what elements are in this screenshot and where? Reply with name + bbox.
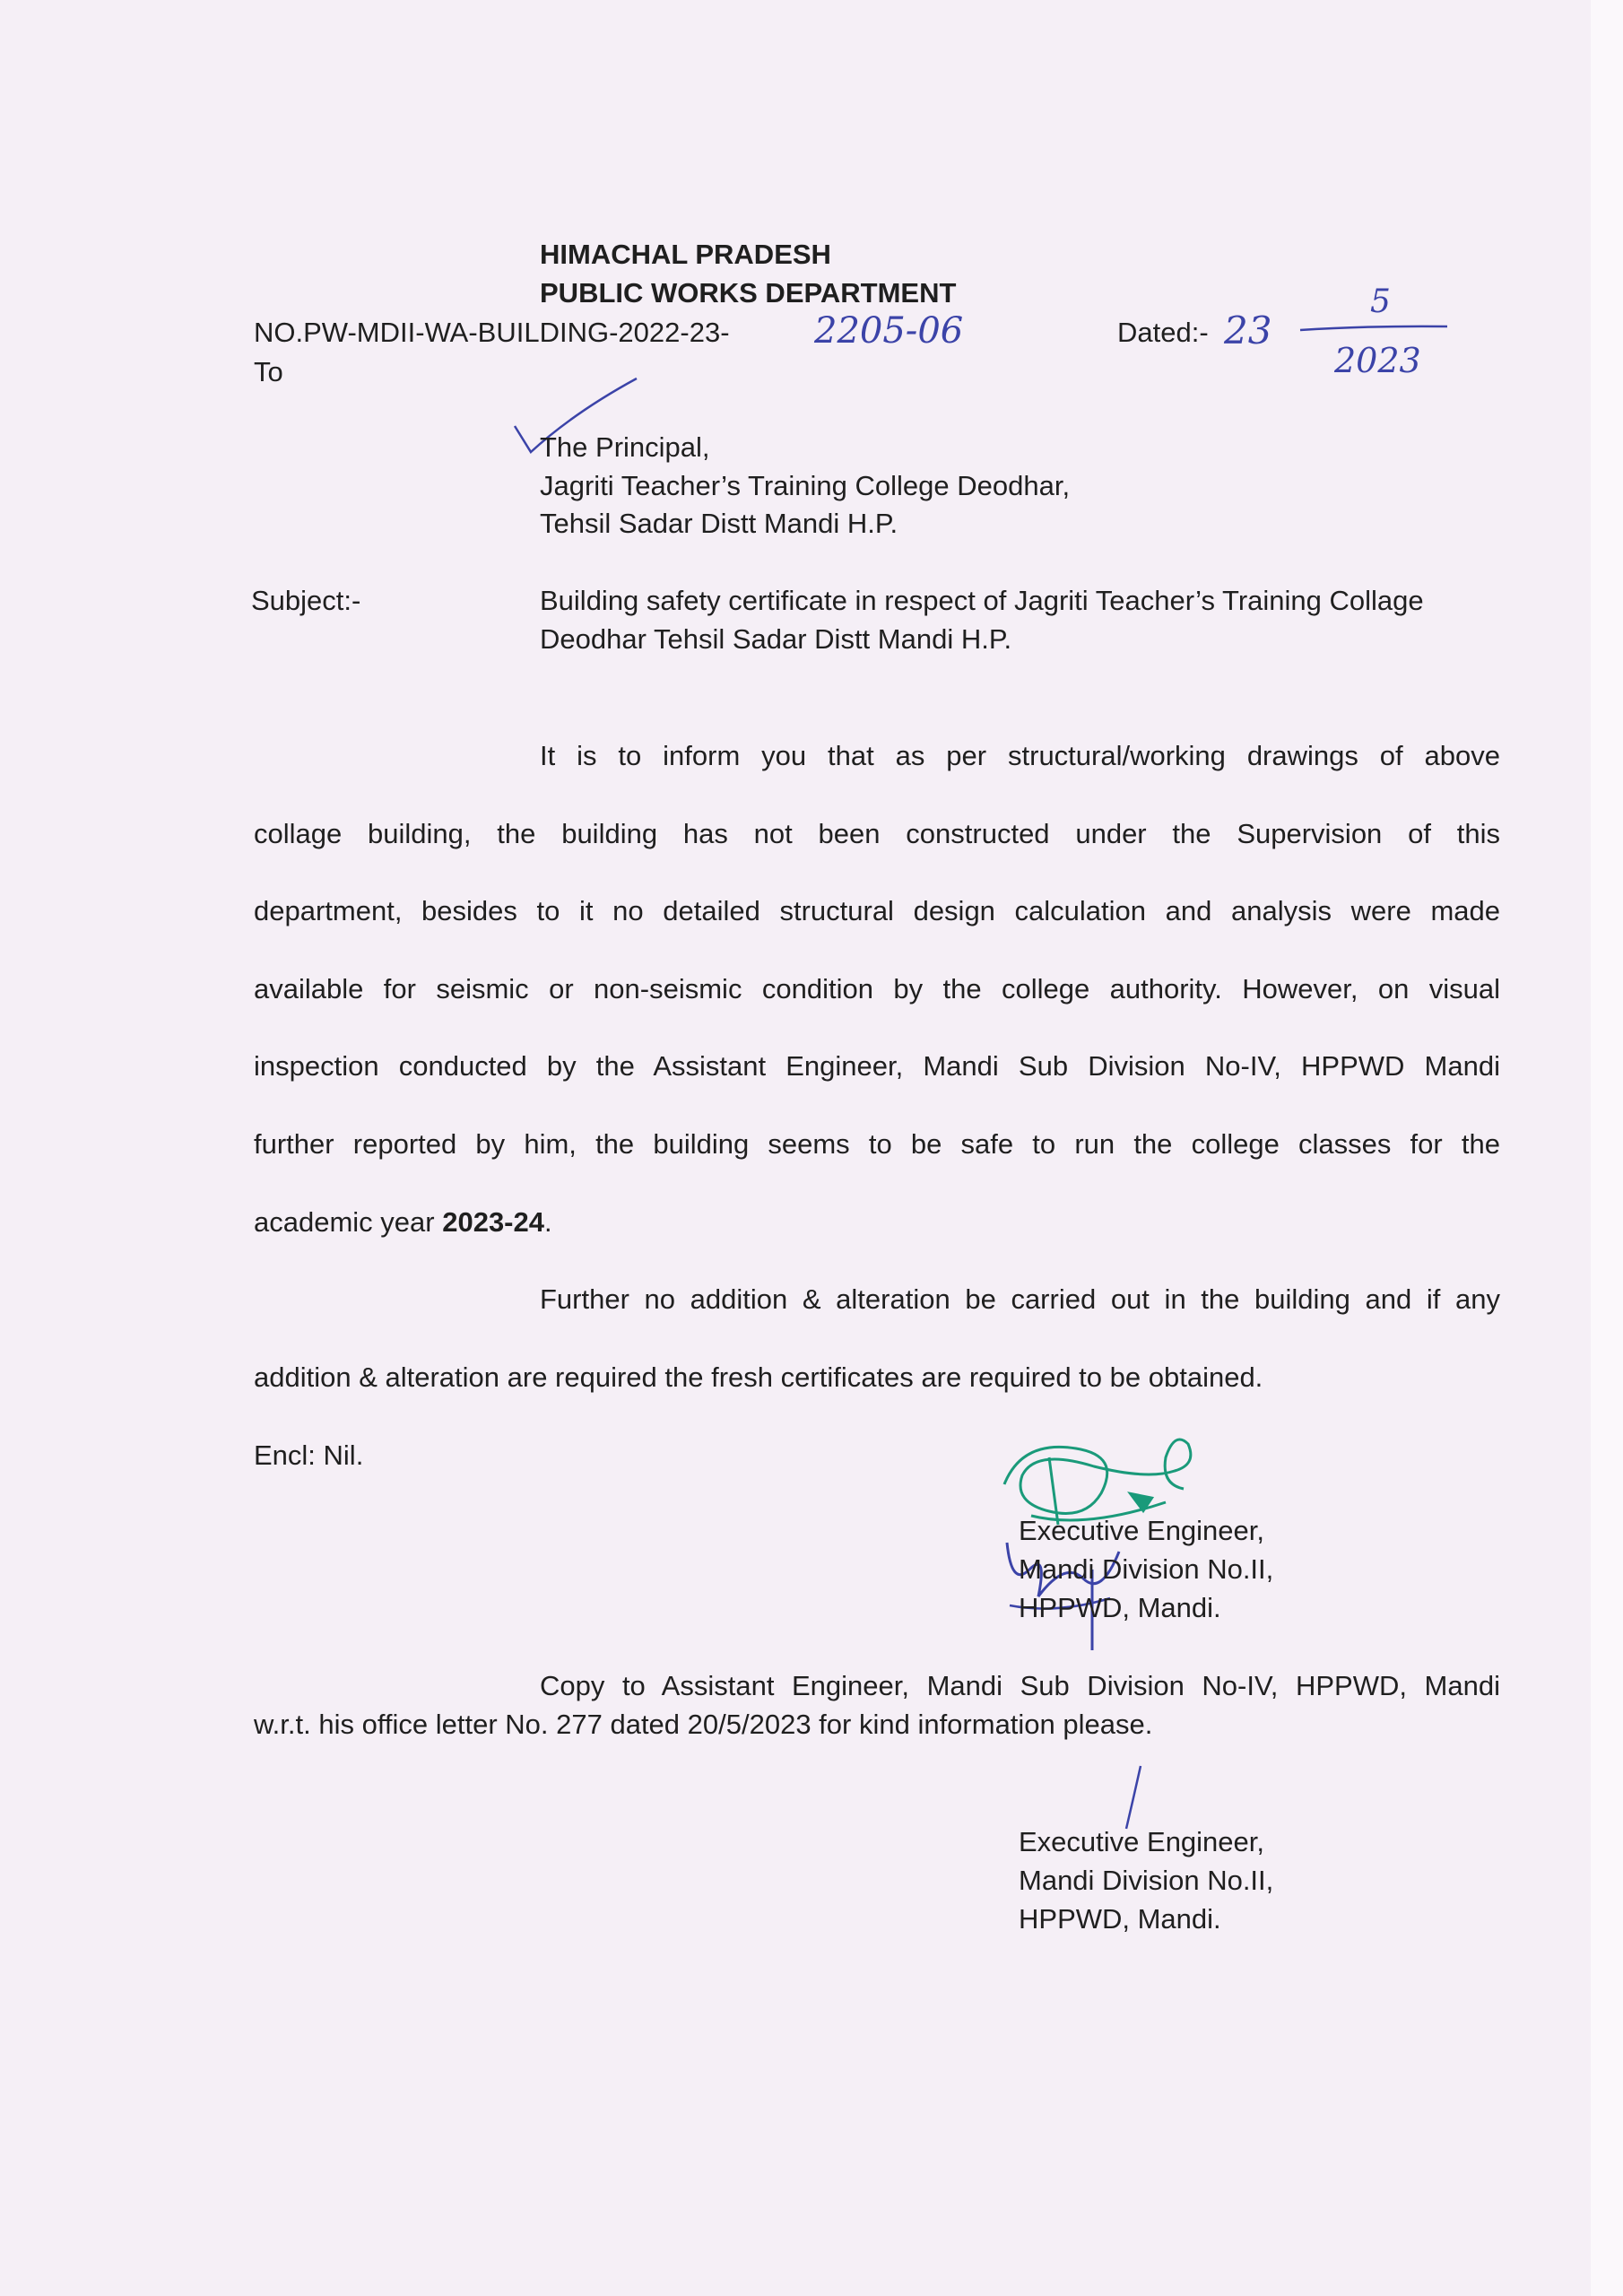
handwritten-reference-number: 2205-06: [814, 310, 964, 352]
signatory-1-division: Mandi Division No.II,: [1019, 1553, 1274, 1585]
handwritten-date-day: 23: [1224, 309, 1272, 352]
copy-to-line-2: w.r.t. his office letter No. 277 dated 20/5/2023 for kind information please.: [254, 1709, 1153, 1740]
to-label: To: [254, 356, 283, 387]
subject-line-1: Building safety certificate in respect of Jagriti Teacher’s Training Collage: [540, 585, 1424, 616]
enclosure-note: Encl: Nil.: [254, 1439, 364, 1471]
copy-to-line-1: Copy to Assistant Engineer, Mandi Sub Division No-IV, HPPWD, Mandi: [540, 1670, 1500, 1701]
subject-line-2: Deodhar Tehsil Sadar Distt Mandi H.P.: [540, 623, 1012, 655]
academic-year: 2023-24: [442, 1206, 544, 1238]
body-line-6: further reported by him, the building seems to be safe to run the college classes for the: [254, 1128, 1500, 1160]
addressee-line-3: Tehsil Sadar Distt Mandi H.P.: [540, 508, 898, 539]
body-line-1: It is to inform you that as per structural/working drawings of above: [540, 740, 1500, 771]
body-line-8: Further no addition & alteration be carried out in the building and if any: [540, 1283, 1500, 1315]
subject-label: Subject:-: [251, 585, 361, 616]
reference-number: NO.PW-MDII-WA-BUILDING-2022-23-: [254, 317, 730, 348]
signatory-1-title: Executive Engineer,: [1019, 1515, 1265, 1546]
addressee-line-1: The Principal,: [540, 431, 710, 463]
body-line-5: inspection conducted by the Assistant Engineer, Mandi Sub Division No-IV, HPPWD Mandi: [254, 1050, 1500, 1082]
body-line-3: department, besides to it no detailed structural design calculation and analysis were made: [254, 895, 1500, 926]
handwritten-date-month: 5: [1370, 283, 1391, 320]
header-department: PUBLIC WORKS DEPARTMENT: [540, 277, 957, 309]
body-line-2: collage building, the building has not been constructed under the Supervision of this: [254, 818, 1500, 849]
body-line-4: available for seismic or non-seismic condition by the college authority. However, on visual: [254, 973, 1500, 1004]
handwritten-date-year: 2023: [1334, 341, 1421, 380]
body-line-9: addition & alteration are required the fresh certificates are required to be obtained.: [254, 1361, 1263, 1393]
signatory-2-division: Mandi Division No.II,: [1019, 1865, 1274, 1896]
addressee-line-2: Jagriti Teacher’s Training College Deodhar,: [540, 470, 1071, 501]
date-fraction-line: [1298, 323, 1451, 334]
signatory-2-office: HPPWD, Mandi.: [1019, 1903, 1221, 1935]
initial-stroke: [1121, 1762, 1148, 1834]
body-line-7: academic year 2023-24.: [254, 1206, 552, 1238]
signatory-1-office: HPPWD, Mandi.: [1019, 1592, 1221, 1623]
header-state: HIMACHAL PRADESH: [540, 239, 831, 270]
signatory-2-title: Executive Engineer,: [1019, 1826, 1265, 1857]
dated-label: Dated:-: [1117, 317, 1209, 348]
paper-edge: [1591, 0, 1623, 2296]
